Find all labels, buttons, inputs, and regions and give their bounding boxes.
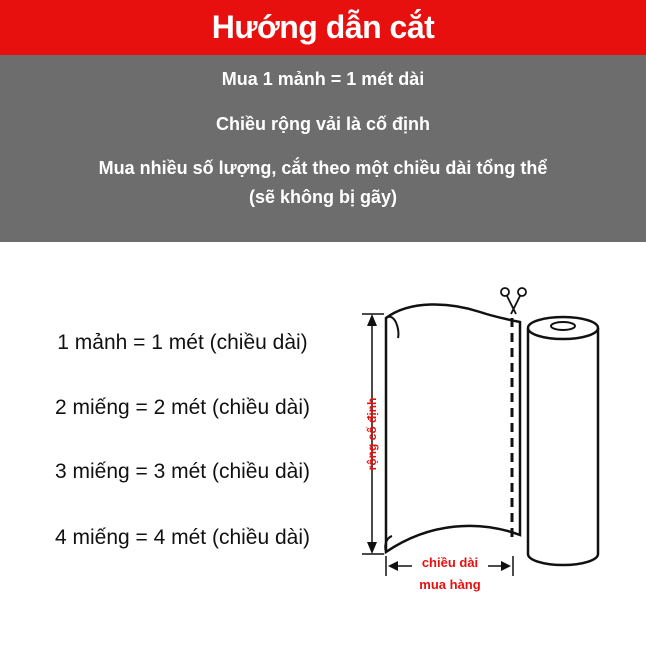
length-label-2: mua hàng [419, 577, 481, 592]
width-label: rộng cố định [365, 397, 379, 471]
page-title: Hướng dẫn cắt [211, 9, 435, 45]
length-label-1: chiều dài [421, 555, 479, 570]
info-line-4: (sẽ không bị gãy) [248, 187, 398, 207]
list-item: 3 miếng = 3 mét (chiều dài) [54, 460, 311, 483]
list-item: 2 miếng = 2 mét (chiều dài) [54, 396, 311, 419]
fabric-sheet [386, 304, 520, 552]
fabric-roll [528, 317, 598, 565]
info-line-1: Mua 1 mảnh = 1 mét dài [221, 69, 425, 89]
list-item: 4 miếng = 4 mét (chiều dài) [54, 526, 311, 549]
info-line-3: Mua nhiều số lượng, cắt theo một chiều dài tổng thể [98, 158, 548, 178]
scissors-icon [501, 288, 526, 314]
list-item: 1 mảnh = 1 mét (chiều dài) [57, 331, 308, 354]
info-line-2: Chiều rộng vải là cố định [215, 114, 431, 134]
